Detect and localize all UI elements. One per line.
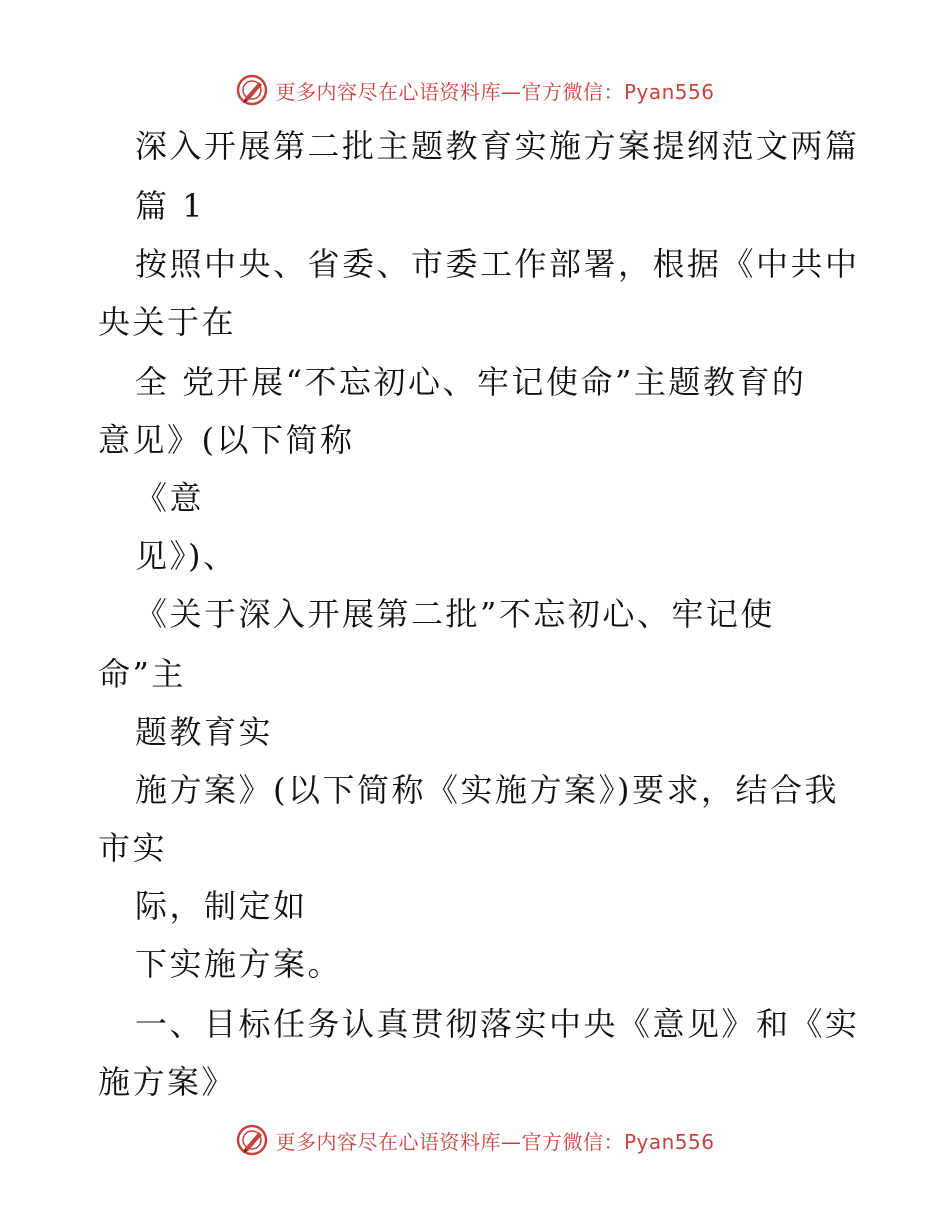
pen-logo-icon bbox=[235, 1123, 269, 1157]
watermark-text: 更多内容尽在心语资料库—官方微信：Pyan556 bbox=[275, 79, 715, 104]
paragraph-line: 市实 bbox=[98, 829, 168, 867]
paragraph-line: 见》)、 bbox=[135, 537, 238, 575]
section-heading: 篇 1 bbox=[135, 187, 206, 225]
watermark-text: 更多内容尽在心语资料库—官方微信：Pyan556 bbox=[275, 1129, 715, 1154]
paragraph-line: 施方案》 bbox=[98, 1063, 237, 1101]
paragraph-line: 命”主 bbox=[98, 655, 186, 693]
paragraph-line: 下实施方案。 bbox=[135, 945, 343, 983]
paragraph-line: 际，制定如 bbox=[135, 887, 308, 925]
paragraph-line: 一、目标任务认真贯彻落实中央《意见》和《实 bbox=[135, 1005, 860, 1043]
paragraph-line: 按照中央、省委、市委工作部署，根据《中共中 bbox=[135, 245, 860, 283]
header-watermark bbox=[0, 70, 950, 110]
paragraph-line: 央关于在 bbox=[98, 303, 237, 341]
pen-logo-icon bbox=[235, 73, 269, 107]
paragraph-line: 施方案》(以下简称《实施方案》)要求，结合我 bbox=[135, 771, 839, 809]
paragraph-line: 《关于深入开展第二批”不忘初心、牢记使 bbox=[135, 595, 775, 633]
paragraph-line: 《意 bbox=[135, 479, 205, 517]
paragraph-line: 题教育实 bbox=[135, 713, 274, 751]
document-title: 深入开展第二批主题教育实施方案提纲范文两篇 bbox=[135, 127, 860, 165]
paragraph-line: 意见》(以下简称 bbox=[98, 421, 355, 459]
footer-watermark bbox=[0, 1120, 950, 1160]
paragraph-line: 全 党开展“不忘初心、牢记使命”主题教育的 bbox=[135, 363, 807, 401]
